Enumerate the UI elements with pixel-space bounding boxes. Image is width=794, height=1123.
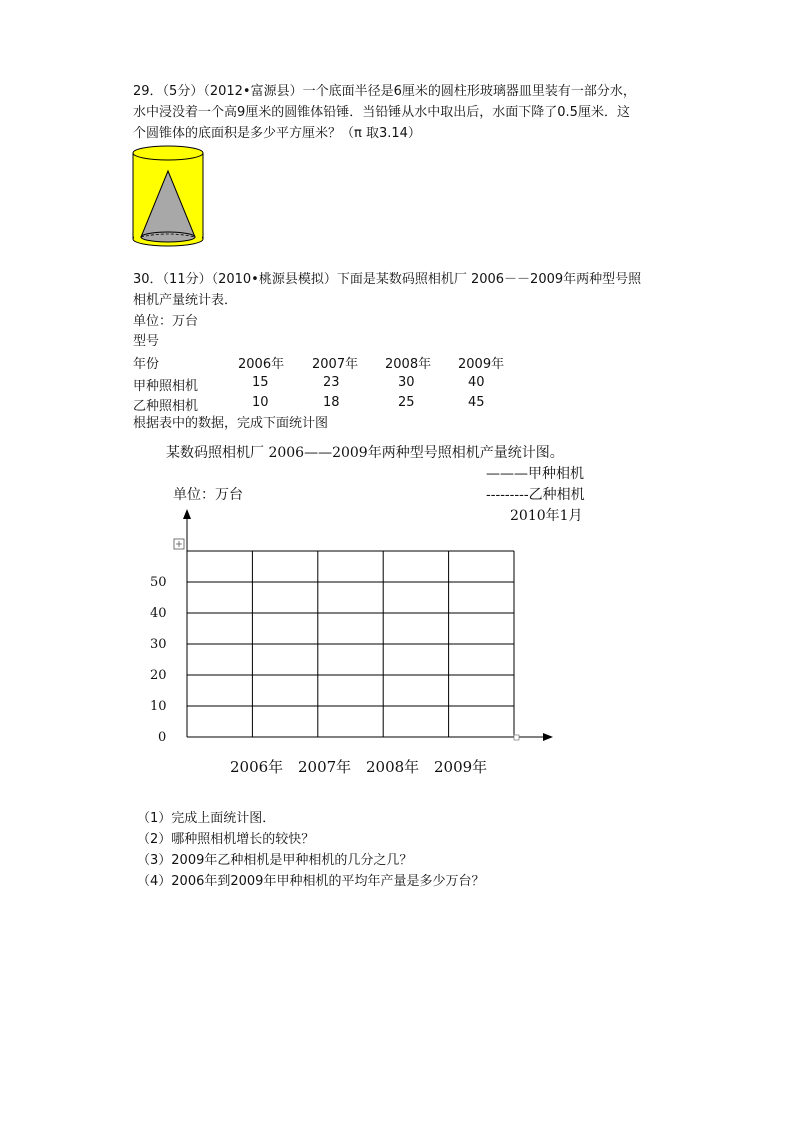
cylinder-cone-figure bbox=[130, 145, 208, 249]
y-axis-arrowhead bbox=[183, 509, 191, 519]
chart-date: 2010年1月 bbox=[510, 508, 583, 524]
y-tick: 30 bbox=[150, 637, 167, 652]
y-tick: 0 bbox=[158, 730, 167, 745]
y-tick: 20 bbox=[150, 668, 167, 683]
question-2: （2）哪种照相机增长的较快？ bbox=[137, 832, 315, 847]
q29-line2: 水中浸没着一个高9厘米的圆锥体铅锤．当铅锤从水中取出后，水面下降了0.5厘米．这 bbox=[133, 105, 630, 120]
question-3: （3）2009年乙种相机是甲种相机的几分之几？ bbox=[137, 853, 413, 868]
table-year: 2008年 bbox=[385, 357, 432, 372]
table-cell: 30 bbox=[398, 375, 415, 390]
table-cell: 10 bbox=[252, 395, 269, 410]
x-tick: 2008年 bbox=[366, 758, 420, 776]
x-tick: 2009年 bbox=[434, 758, 488, 776]
table-header-label: 年份 bbox=[133, 357, 160, 372]
table-year: 2009年 bbox=[458, 357, 505, 372]
table-cell: 40 bbox=[468, 375, 485, 390]
table-cell: 25 bbox=[398, 395, 415, 410]
table-row-name: 甲种照相机 bbox=[133, 379, 199, 394]
y-tick: 40 bbox=[150, 606, 167, 621]
q29-line1: 29．（5分）（2012•富源县）一个底面半径是6厘米的圆柱形玻璃器皿里装有一部分水， bbox=[133, 84, 636, 99]
q29-line3: 个圆锥体的底面积是多少平方厘米？（π 取3.14） bbox=[133, 126, 421, 141]
x-tick: 2007年 bbox=[298, 758, 352, 776]
y-tick: 10 bbox=[150, 699, 167, 714]
x-axis-arrowhead bbox=[543, 733, 553, 741]
legend-a: ———甲种相机 bbox=[486, 466, 584, 482]
chart-title: 某数码照相机厂 2006——2009年两种型号照相机产量统计图。 bbox=[166, 445, 564, 461]
table-cell: 23 bbox=[323, 375, 340, 390]
question-4: （4）2006年到2009年甲种相机的平均年产量是多少万台？ bbox=[137, 874, 485, 889]
x-tick: 2006年 bbox=[230, 758, 284, 776]
table-cell: 45 bbox=[468, 395, 485, 410]
chart-canvas bbox=[160, 505, 560, 750]
q30-line2: 相机产量统计表． bbox=[133, 293, 238, 308]
y-tick: 50 bbox=[150, 575, 167, 590]
chart-unit: 单位：万台 bbox=[173, 487, 243, 503]
chart-grid bbox=[187, 551, 514, 737]
table-row-name: 乙种照相机 bbox=[133, 399, 199, 414]
table-year: 2007年 bbox=[312, 357, 359, 372]
table-year: 2006年 bbox=[238, 357, 285, 372]
q30-unit: 单位：万台 bbox=[133, 314, 199, 329]
resize-handle-icon bbox=[514, 735, 519, 740]
q30-model-label: 型号 bbox=[133, 334, 160, 349]
q30-line1: 30．（11分）（2010•桃源县模拟）下面是某数码照相机厂 2006－－2009年两种型号照 bbox=[133, 272, 642, 287]
legend-b: ---------乙种相机 bbox=[486, 487, 585, 503]
question-1: （1）完成上面统计图． bbox=[137, 811, 276, 826]
table-cell: 18 bbox=[323, 395, 340, 410]
q30-instruction: 根据表中的数据，完成下面统计图 bbox=[133, 416, 329, 431]
table-cell: 15 bbox=[252, 375, 269, 390]
